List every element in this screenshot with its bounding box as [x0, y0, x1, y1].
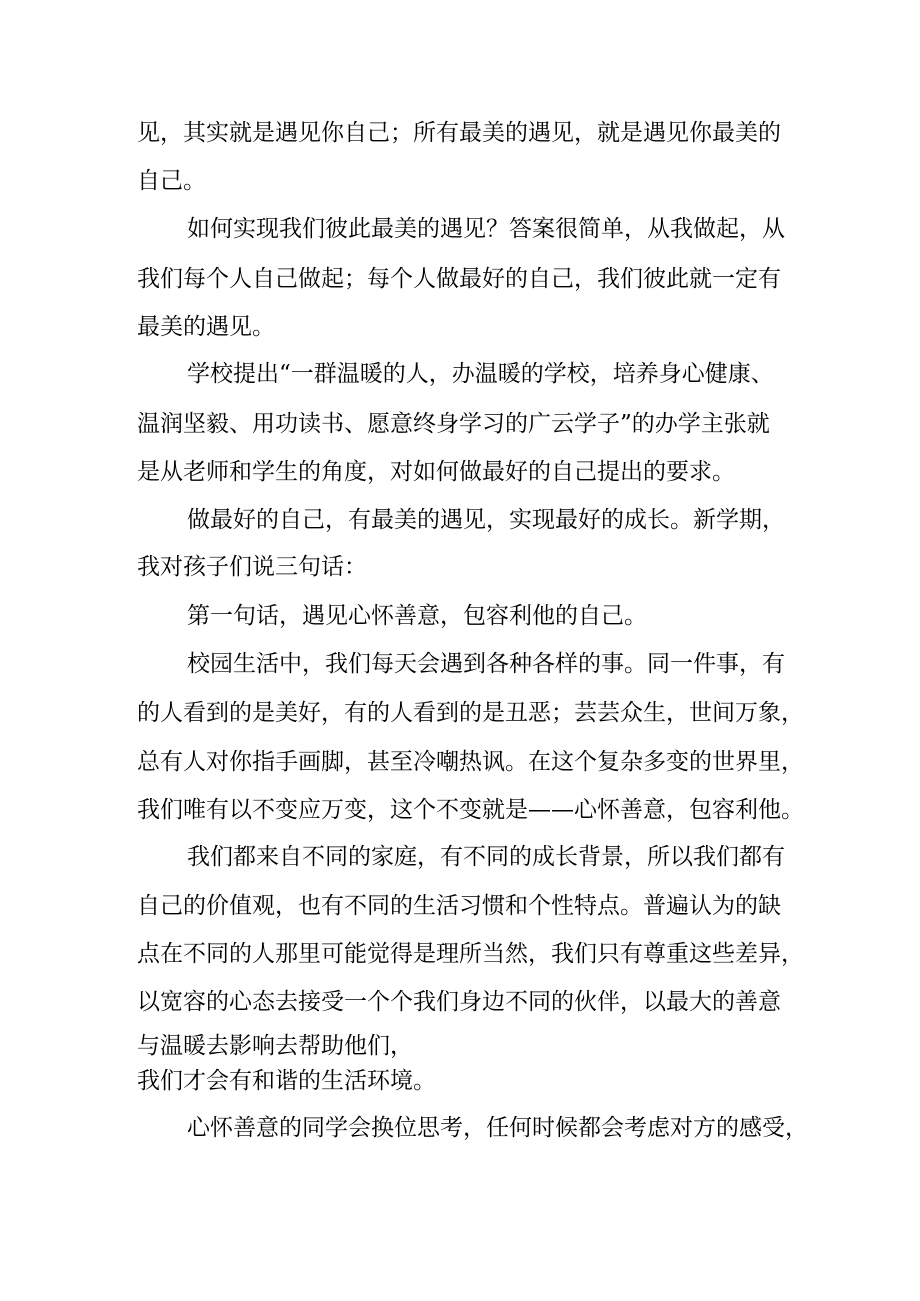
- text-line: 我对孩子们说三句话：: [137, 554, 367, 580]
- text-line: 是从老师和学生的角度，对如何做最好的自己提出的要求。: [137, 459, 735, 485]
- text-line: 的人看到的是美好，有的人看到的是丑恶；芸芸众生，世间万象，: [137, 700, 804, 726]
- paragraph-first-line: 我们都来自不同的家庭，有不同的成长背景，所以我们都有: [187, 844, 785, 870]
- text-line: 以宽容的心态去接受一个个我们身边不同的伙伴，以最大的善意: [137, 989, 781, 1015]
- text-line: 自己。: [137, 168, 206, 194]
- paragraph-first-line: 学校提出“一群温暖的人，办温暖的学校，培养身心健康、: [187, 361, 774, 387]
- text-line: 温润坚毅、用功读书、愿意终身学习的广云学子”的办学主张就: [137, 411, 770, 437]
- text-line: 点在不同的人那里可能觉得是理所当然，我们只有尊重这些差异，: [137, 941, 804, 967]
- paragraph-first-line: 校园生活中，我们每天会遇到各种各样的事。同一件事，有: [187, 651, 785, 677]
- text-line: 最美的遇见。: [137, 314, 275, 340]
- text-line: 见，其实就是遇见你自己；所有最美的遇见，就是遇见你最美的: [137, 120, 781, 146]
- text-line: 与温暖去影响去帮助他们，: [137, 1033, 413, 1059]
- text-line: 自己的价值观，也有不同的生活习惯和个性特点。普遍认为的缺: [137, 893, 781, 919]
- text-line: 总有人对你指手画脚，甚至冷嘲热讽。在这个复杂多变的世界里，: [137, 749, 804, 775]
- text-line: 我们每个人自己做起；每个人做最好的自己，我们彼此就一定有: [137, 266, 781, 292]
- paragraph-first-line: 如何实现我们彼此最美的遇见？答案很简单，从我做起，从: [187, 216, 785, 242]
- paragraph-first-line: 做最好的自己，有最美的遇见，实现最好的成长。新学期，: [187, 507, 785, 533]
- text-line: 我们唯有以不变应万变，这个不变就是——心怀善意，包容利他。: [137, 797, 804, 823]
- paragraph-first-line: 心怀善意的同学会换位思考，任何时候都会考虑对方的感受，: [187, 1115, 808, 1141]
- section-heading: 第一句话，遇见心怀善意，包容利他的自己。: [187, 603, 647, 629]
- text-line: 我们才会有和谐的生活环境。: [137, 1068, 436, 1094]
